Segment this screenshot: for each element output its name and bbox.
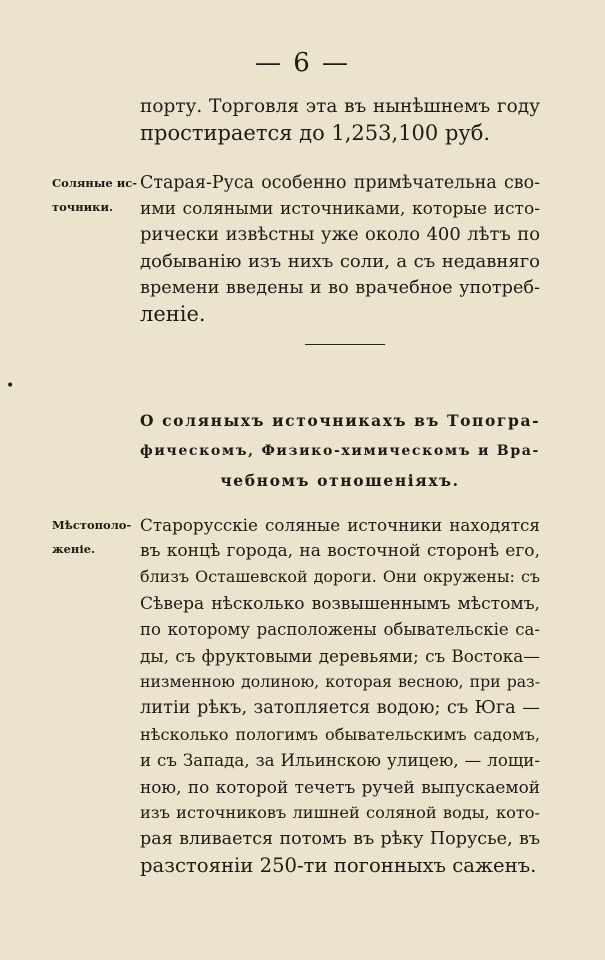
text-line: по которому расположены обывательскіе са- xyxy=(140,619,540,639)
margin-note-line: точники. xyxy=(52,200,113,214)
text-line: рая вливается потомъ въ рѣку Порусье, въ xyxy=(140,829,540,850)
text-line: рически извѣстны уже около 400 лѣтъ по xyxy=(140,224,540,246)
text-line: литіи рѣкъ, затопляется водою; съ Юга — xyxy=(140,697,540,719)
text-line: Старая-Руса особенно примѣчательна сво- xyxy=(140,173,540,193)
text-line: ими соляными источниками, которые исто- xyxy=(140,199,540,220)
text-line: близъ Осташевской дороги. Они окружены: съ xyxy=(140,567,540,587)
text-line: порту. Торговля эта въ нынѣшнемъ году xyxy=(140,96,540,117)
margin-mark: • xyxy=(6,378,15,394)
text-line: Старорусскіе соляные источники находятся xyxy=(140,515,540,535)
text-line: ною, по которой течетъ ручей выпускаемой xyxy=(140,777,540,798)
text-line: леніе. xyxy=(140,302,206,327)
section-heading xyxy=(140,406,540,496)
margin-note-line: Соляные ис- xyxy=(52,176,137,190)
salt-springs-paragraph xyxy=(140,170,540,327)
heading-line: чебномъ отношеніяхъ. xyxy=(220,471,460,490)
text-line: добыванію изъ нихъ соли, а съ недавняго xyxy=(140,250,540,272)
text-line: и съ Запада, за Ильинскою улицею, — лощи- xyxy=(140,750,540,770)
top-paragraph xyxy=(140,94,540,146)
location-paragraph xyxy=(140,512,540,879)
text-line: изъ источниковъ лишней соляной воды, кото- xyxy=(140,803,540,823)
heading-line: фическомъ, Физико-химическомъ и Вра- xyxy=(140,443,540,459)
section-divider xyxy=(305,344,385,345)
text-line: нѣсколько пологимъ обывательскимъ садомъ, xyxy=(140,724,540,744)
text-line: низменною долиною, которая весною, при раз- xyxy=(140,672,540,692)
margin-note-salt-springs xyxy=(52,170,140,220)
margin-note-location xyxy=(52,512,140,562)
page-number: — 6 — xyxy=(254,48,351,78)
text-line: въ концѣ города, на восточной сторонѣ его, xyxy=(140,541,540,562)
margin-note-line: женіе. xyxy=(52,542,96,556)
text-line: Сѣвера нѣсколько возвышеннымъ мѣстомъ, xyxy=(140,593,540,614)
text-line: времени введены и во врачебное употреб- xyxy=(140,277,540,298)
text-line: простирается до 1,253,100 руб. xyxy=(140,121,491,146)
heading-line: О соляныхъ источникахъ въ Топогра- xyxy=(140,411,541,430)
text-line: ды, съ фруктовыми деревьями; съ Востока— xyxy=(140,646,540,667)
text-line: разстояніи 250-ти погонныхъ саженъ. xyxy=(140,853,537,877)
margin-note-line: Мѣстополо- xyxy=(52,518,132,532)
